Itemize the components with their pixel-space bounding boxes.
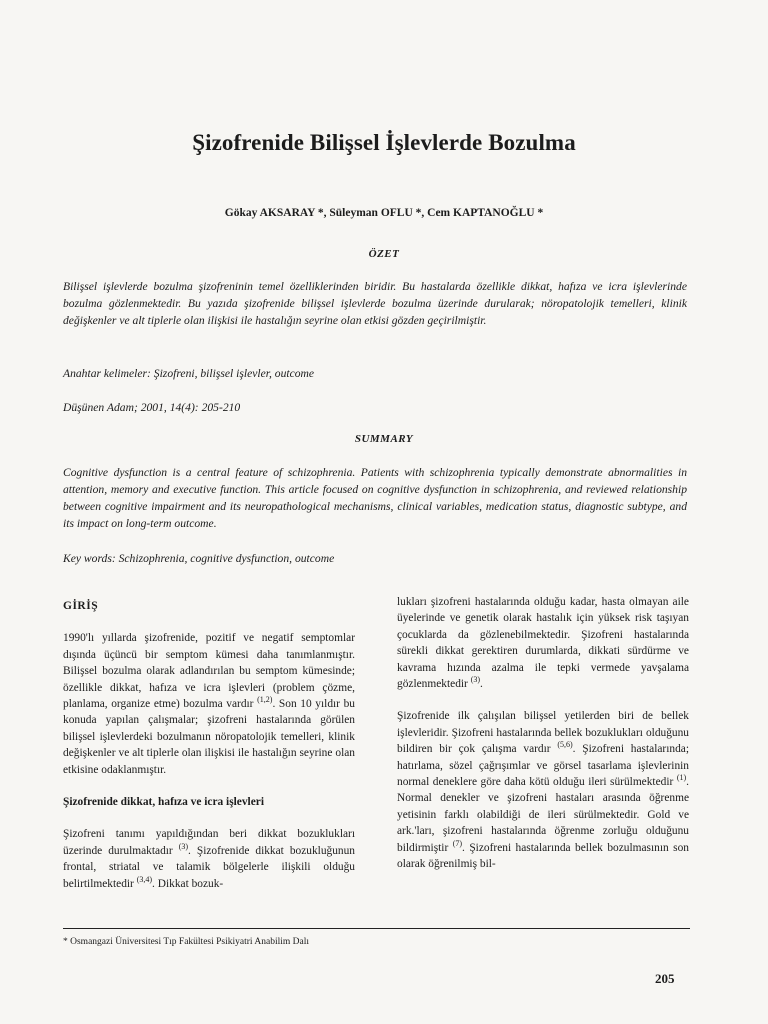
- subsection-heading: Şizofrenide dikkat, hafıza ve icra işlevleri: [63, 796, 264, 809]
- ozet-heading: ÖZET: [368, 248, 400, 260]
- paper-title: Şizofrenide Bilişsel İşlevlerde Bozulma: [192, 130, 576, 155]
- summary-heading: SUMMARY: [354, 433, 414, 445]
- footnote-divider: [63, 928, 690, 929]
- memory-paragraph: Şizofrenide ilk çalışılan bilişsel yetilerden biri de bellek işlevleridir. Şizofreni hastalarında bellek bozuklukları olduğunu bildiren bir çok çalışma vardır $^{(5,6)}$. Şizofreni hastalarında; hatırlama, sözel çağrışımlar ve görsel tasarlama işlevlerinin normal deneklere göre daha kötü olduğu ileri sürülmektedir $^{(1)}$. Normal denekler ve şizofreni hastaları arasında öğrenme yetisinin farklı olabildiği de ileri sürülmektedir. Gold ve ark.'ları, şizofreni hastalarında öğrenme zorluğu olduğunu bildirmiştir $^{(7)}$. Şizofreni hastalarında bellek bozulmasının son olarak öğrenilmiş bil-: [397, 710, 689, 871]
- left-column: [63, 598, 355, 892]
- attention-continued-paragraph: lukları şizofreni hastalarında olduğu kadar, hasta olmayan aile üyelerinde ve genetik olarak hastalık için yüksek risk taşıyan çocuklarda da gözlenebilmektedir. Şizofreni hastalarında sürekli dikkat gerektiren durumlarda, dikkati sürdürme ve kavrama hızında azalma ile tepki vermede yavşalama gözlenmektedir $^{(3)}$.: [397, 596, 689, 691]
- page-number: 205: [655, 971, 675, 986]
- affiliation-footnote: * Osmangazi Üniversitesi Tıp Fakültesi Psikiyatri Anabilim Dalı: [63, 937, 310, 947]
- ozet-abstract: Bilişsel işlevlerde bozulma şizofreninin temel özelliklerinden biridir. Bu hastalarda özellikle dikkat, hafıza ve icra işlevlerinde bozulma gözlenmektedir. Bu yazıda şizofrenide bilişsel işlevlerde bozulma üzerinde durularak; nöropatolojik temelleri, klinik değişkenler ve alt tiplerle olan ilişkisi ile hastalığın seyrine olan etkisi gözden geçirilmiştir.: [63, 280, 687, 327]
- right-column: [397, 594, 689, 873]
- journal-citation: Düşünen Adam; 2001, 14(4): 205-210: [63, 401, 241, 414]
- author-list: Gökay AKSARAY *, Süleyman OFLU *, Cem KAPTANOĞLU *: [224, 207, 544, 219]
- ozet-keywords: Anahtar kelimeler: Şizofreni, bilişsel işlevler, outcome: [63, 367, 315, 380]
- section-heading-giris: GİRİŞ: [63, 600, 99, 612]
- intro-paragraph: 1990'lı yıllarda şizofrenide, pozitif ve negatif semptomlar dışında üçüncü bir semptom kümesi daha tanımlanmıştır. Bilişsel bozulma olarak adlandırılan bu semptom kümesinde; özellikle dikkat, hafıza ve icra işlevleri (problem çözme, planlama, organize etme) bozulma vardır $^{(1,2)}$. Son 10 yıldır bu konuda yapılan çalışmalar; şizofreni hastalarında görülen bilişsel işlevlerdeki bozulmanın nöropatolojik temelleri, klinik değişkenler ve alt tiplerle olan ilişkisi ile hastalığın seyrine olan etkisine odaklanmıştır.: [63, 632, 355, 776]
- attention-paragraph: Şizofreni tanımı yapıldığından beri dikkat bozuklukları üzerinde durulmaktadır $^{(3)}$. Şizofrenide dikkat bozukluğunun frontal, striatal ve talamik bölgelerle ilişkili olduğu belirtilmektedir $^{(3,4)}$. Dikkat bozuk-: [63, 828, 355, 890]
- summary-abstract: Cognitive dysfunction is a central feature of schizophrenia. Patients with schizophrenia typically demonstrate abnormalities in attention, memory and executive function. This article focused on cognitive dysfunction in schizophrenia, and reviewed relationship between cognitive impairment and its neuropathological mechanisms, clinical variables, medication status, diagnostic subtype, and its impact on long-term outcome.: [63, 466, 687, 530]
- summary-keywords: Key words: Schizophrenia, cognitive dysfunction, outcome: [63, 552, 335, 565]
